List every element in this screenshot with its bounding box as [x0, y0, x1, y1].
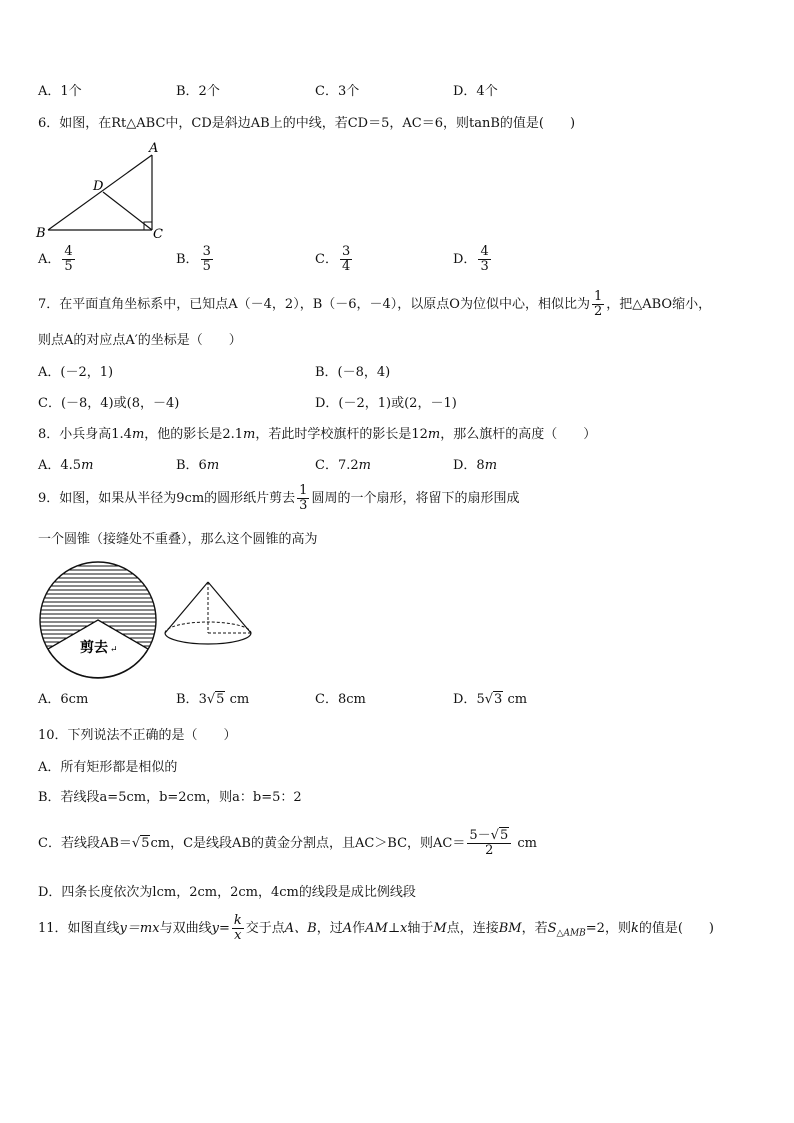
q11-point-a: A	[342, 921, 353, 936]
denominator: 5	[202, 259, 211, 274]
cone	[165, 582, 251, 644]
q6-option-d	[453, 245, 493, 275]
q9-option-d-unit: cm	[507, 692, 528, 707]
denominator: 2	[593, 304, 603, 319]
q8-option-c-value: C．7.2	[315, 458, 359, 473]
q8-option-b-value: B．6	[176, 458, 207, 473]
q7-stem-pre: 7．在平面直角坐标系中，已知点A（－4，2），B（－6，－4），以原点O为位似中心，相似比为	[38, 297, 590, 312]
q9-option-c: C．8cm	[315, 692, 366, 707]
q8-stem-part3: ，若此时学校旗杆的影长是	[255, 427, 412, 442]
q10-option-c-unit: cm	[517, 836, 537, 851]
q6-option-b-fraction	[201, 245, 213, 274]
q11-k: k	[630, 921, 639, 936]
q11-part10: 的值是( )	[638, 921, 714, 936]
q8-unit: m	[243, 427, 256, 442]
q8-unit: m	[81, 458, 94, 473]
denominator: x	[234, 928, 242, 943]
q10-option-c-fraction	[467, 829, 511, 858]
q9-option-b-unit: cm	[229, 692, 250, 707]
q8-option-a-value: A．4.5	[38, 458, 82, 473]
q8-unit: m	[131, 427, 145, 442]
q7-stem-post: ，把△ABO缩小，	[606, 297, 712, 312]
radicand: 3	[494, 692, 503, 707]
radicand: 5	[499, 828, 509, 843]
radicand: 5	[216, 692, 225, 707]
q6-option-b-prefix: B．	[176, 252, 199, 267]
q11-y: y	[211, 921, 219, 936]
sqrt: √5	[206, 692, 225, 707]
denominator: 3	[299, 498, 308, 513]
q8-unit: m	[484, 458, 498, 473]
q11-part3: 交于点	[245, 921, 285, 936]
q5-option-d: D．4个	[453, 84, 498, 99]
q6-option-d-fraction	[478, 245, 490, 274]
q8-option-c	[315, 458, 371, 474]
label-d: D	[93, 179, 104, 194]
q6-stem: 6．如图，在Rt△ABC中，CD是斜边AB上的中线，若CD＝5，AC＝6，则tanB的值是( )	[38, 116, 576, 131]
numerator: 4	[480, 244, 489, 259]
q6-option-a-prefix: A．	[38, 252, 61, 267]
q5-option-c: C．3个	[315, 84, 360, 99]
q7-option-d: D．(－2，1)或(2，－1)	[315, 396, 457, 411]
q7-stem	[38, 290, 711, 320]
q11-line-equation: y＝mx	[119, 921, 160, 936]
q9-stem	[38, 484, 519, 514]
q10-option-a: A．所有矩形都是相似的	[38, 760, 178, 775]
q9-stem-post: 圆周的一个扇形，将留下的扇形围成	[311, 491, 520, 506]
q7-option-b: B．(－8，4)	[315, 365, 391, 380]
q11-am-perp: AM⊥x	[365, 921, 408, 936]
sqrt: √5	[490, 828, 509, 843]
q7-ratio-fraction	[592, 290, 604, 319]
q6-triangle-figure	[30, 138, 170, 243]
q11-part4: ，过	[316, 921, 343, 936]
q10-option-b: B．若线段a=5cm，b=2cm，则a：b=5：2	[38, 790, 302, 805]
q6-option-c	[315, 245, 354, 275]
q11-part6: 轴于	[407, 921, 434, 936]
q11-part8: ，若	[521, 921, 548, 936]
radicand: 5	[141, 836, 150, 851]
label-c: C	[153, 227, 163, 242]
q11-part5: 作	[352, 921, 366, 936]
q9-option-d-prefix: D．	[453, 692, 477, 707]
q8-unit: m	[358, 458, 371, 473]
q10-stem: 10．下列说法不正确的是（ ）	[38, 728, 237, 743]
q6-option-a	[38, 245, 77, 275]
q9-option-d-coef: 5	[476, 692, 485, 707]
q6-option-d-prefix: D．	[453, 252, 477, 267]
q11-part9: =2，则	[585, 921, 631, 936]
label-a: A	[149, 141, 159, 156]
q8-option-d-value: D．8	[453, 458, 485, 473]
segment-cd	[103, 192, 152, 230]
q5-option-b: B．2个	[176, 84, 220, 99]
q8-stem-part4: ，那么旗杆的高度（ ）	[440, 427, 597, 442]
q9-option-d	[453, 692, 527, 708]
q9-option-a: A．6cm	[38, 692, 89, 707]
cut-label: 剪去	[80, 640, 108, 656]
q11-part1: 11．如图直线	[38, 921, 120, 936]
q6-option-b	[176, 245, 215, 275]
q7-option-a: A．(－2，1)	[38, 365, 114, 380]
sqrt: √3	[484, 692, 503, 707]
q10-option-c-pre: C．若线段AB＝	[38, 836, 132, 851]
q8-option-b	[176, 458, 219, 474]
q11-part2: 与双曲线	[159, 921, 212, 936]
q6-option-a-fraction	[62, 245, 74, 274]
q8-unit: m	[206, 458, 220, 473]
q11-points: A、B	[284, 921, 317, 936]
denominator: 3	[480, 259, 489, 274]
q9-option-b-prefix: B．	[176, 692, 199, 707]
numerator-text: 5－	[469, 828, 491, 843]
q9-stem-line2: 一个圆锥（接缝处不重叠），那么这个圆锥的高为	[38, 532, 318, 547]
q11-area-subscript: △AMB	[556, 928, 586, 939]
q10-option-d: D．四条长度依次为lcm，2cm，2cm，4cm的线段是成比例线段	[38, 885, 416, 900]
numerator: 1	[299, 483, 308, 498]
numerator: 3	[202, 244, 211, 259]
q6-option-c-fraction	[340, 245, 352, 274]
q9-option-b-coef: 3	[198, 692, 207, 707]
q9-circle-cone-figure	[38, 560, 268, 680]
numerator: 1	[593, 289, 603, 304]
q11-part7: 点，连接	[446, 921, 499, 936]
q11-point-m: M	[433, 921, 447, 936]
q5-option-a: A．1个	[38, 84, 82, 99]
numerator	[467, 829, 511, 844]
q11-stem	[38, 910, 714, 953]
q8-flagpole-shadow: 12	[411, 427, 428, 442]
q6-option-c-prefix: C．	[315, 252, 338, 267]
q8-option-a	[38, 458, 93, 474]
q9-option-b	[176, 692, 249, 708]
q11-area-s: S	[547, 921, 557, 936]
q10-option-c	[38, 822, 537, 866]
q11-equals: =	[218, 921, 230, 936]
q8-unit: m	[427, 427, 441, 442]
q8-option-d	[453, 458, 497, 474]
q7-stem-line2: 则点A的对应点A′的坐标是（ ）	[38, 333, 242, 348]
sqrt: √5	[131, 836, 150, 851]
numerator: k	[233, 913, 242, 928]
denominator: 2	[485, 843, 494, 858]
q9-fraction	[297, 484, 309, 513]
denominator: 5	[64, 259, 73, 274]
q9-stem-pre: 9．如图，如果从半径为9cm的圆形纸片剪去	[38, 491, 296, 506]
q8-stem-part2: ，他的影长是	[144, 427, 223, 442]
q11-hyperbola-fraction	[232, 914, 244, 943]
return-mark-icon: ↵	[110, 645, 118, 655]
denominator: 4	[341, 259, 351, 274]
label-b: B	[36, 226, 46, 241]
q8-stem-part1: 8．小兵身高	[38, 427, 112, 442]
q10-option-c-mid: cm，C是线段AB的黄金分割点，且AC＞BC，则AC＝	[150, 836, 466, 851]
q7-option-c: C．(－8，4)或(8，－4)	[38, 396, 180, 411]
q8-height-value: 1.4	[111, 427, 132, 442]
q8-stem	[38, 427, 596, 443]
numerator: 3	[341, 244, 351, 259]
q11-segment-bm: BM	[498, 921, 522, 936]
q8-shadow-value: 2.1	[222, 427, 243, 442]
numerator: 4	[64, 244, 73, 259]
